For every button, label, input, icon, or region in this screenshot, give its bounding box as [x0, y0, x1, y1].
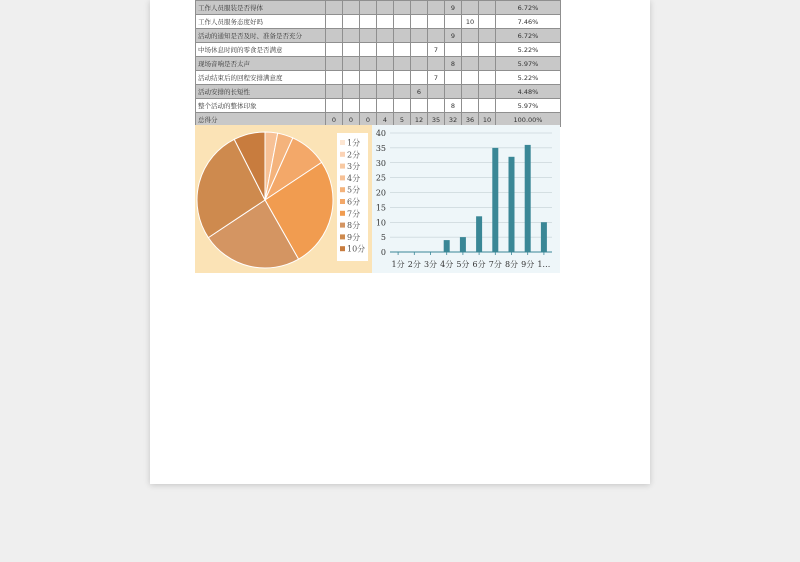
percent-cell: 100.00% [496, 113, 561, 127]
y-tick-label: 35 [375, 143, 386, 153]
legend-swatch [340, 234, 345, 239]
legend-label: 9分 [347, 232, 361, 242]
legend-swatch [340, 187, 345, 192]
score-cell [462, 29, 479, 43]
legend-label: 2分 [347, 150, 361, 160]
score-cell: 10 [479, 113, 496, 127]
score-cell [343, 71, 360, 85]
score-cell [462, 43, 479, 57]
table-row [196, 85, 561, 99]
score-cell [360, 57, 377, 71]
bar [444, 240, 450, 252]
score-cell [377, 43, 394, 57]
score-cell [377, 85, 394, 99]
score-cell [377, 29, 394, 43]
x-tick-label: 9分 [521, 260, 535, 269]
score-cell [360, 29, 377, 43]
percent-cell: 5.22% [496, 71, 561, 85]
score-cell: 0 [360, 113, 377, 127]
score-cell [479, 1, 496, 15]
score-cell: 35 [428, 113, 445, 127]
score-cell [462, 85, 479, 99]
score-cell [326, 29, 343, 43]
y-tick-label: 0 [380, 248, 386, 257]
score-cell [360, 85, 377, 99]
score-cell [479, 29, 496, 43]
x-tick-label: 2分 [407, 260, 421, 269]
score-cell [428, 15, 445, 29]
legend-label: 6分 [347, 197, 361, 207]
score-cell [377, 15, 394, 29]
score-cell [462, 1, 479, 15]
score-cell [326, 71, 343, 85]
percent-cell: 6.72% [496, 29, 561, 43]
score-cell [326, 1, 343, 15]
x-tick-label: 5分 [456, 260, 470, 269]
legend-swatch [340, 223, 345, 228]
question-cell: 工作人员服装是否得体 [196, 1, 326, 15]
y-tick-label: 25 [375, 173, 386, 183]
question-cell: 中场休息时间的零食是否满意 [196, 43, 326, 57]
legend-swatch [340, 164, 345, 169]
bar [476, 216, 482, 252]
score-cell [479, 99, 496, 113]
score-cell: 7 [428, 71, 445, 85]
score-cell [326, 43, 343, 57]
score-cell [428, 1, 445, 15]
score-cell: 32 [445, 113, 462, 127]
score-cell [411, 15, 428, 29]
pie-chart-panel [195, 125, 372, 273]
score-cell [343, 43, 360, 57]
table-row [196, 15, 561, 29]
question-cell: 现场音响是否太声 [196, 57, 326, 71]
bar [492, 148, 498, 252]
score-cell [360, 15, 377, 29]
legend-label: 5分 [347, 185, 361, 195]
table-row [196, 1, 561, 15]
score-cell [428, 85, 445, 99]
bar-chart-panel [372, 125, 560, 273]
score-cell [445, 85, 462, 99]
y-tick-label: 15 [375, 203, 386, 213]
score-cell: 0 [343, 113, 360, 127]
bar-chart [372, 125, 560, 273]
legend-swatch [340, 246, 345, 251]
score-cell [428, 57, 445, 71]
score-cell [360, 99, 377, 113]
question-cell: 整个活动的整体印象 [196, 99, 326, 113]
score-cell: 8 [445, 57, 462, 71]
table-row [196, 43, 561, 57]
question-cell: 活动的通知是否及时、准备是否充分 [196, 29, 326, 43]
score-cell [445, 15, 462, 29]
score-cell [411, 99, 428, 113]
score-cell [360, 43, 377, 57]
score-cell [428, 99, 445, 113]
legend-label: 4分 [347, 173, 361, 183]
score-cell [394, 15, 411, 29]
question-cell: 活动结束后的回程安排满意度 [196, 71, 326, 85]
score-cell [326, 85, 343, 99]
x-tick-label: 7分 [488, 260, 502, 269]
bar [541, 222, 547, 252]
pie-chart [195, 125, 372, 273]
score-cell [462, 57, 479, 71]
legend-label: 10分 [347, 244, 366, 254]
score-cell [343, 99, 360, 113]
x-tick-label: 3分 [423, 260, 438, 269]
legend-swatch [340, 175, 345, 180]
percent-cell: 7.46% [496, 15, 561, 29]
score-cell [394, 57, 411, 71]
y-tick-label: 40 [375, 129, 386, 138]
score-cell: 6 [411, 85, 428, 99]
score-cell [377, 71, 394, 85]
score-cell [394, 29, 411, 43]
x-tick-label: 8分 [504, 260, 519, 269]
legend-label: 3分 [347, 162, 361, 172]
percent-cell: 5.97% [496, 57, 561, 71]
score-cell: 0 [326, 113, 343, 127]
table-row [196, 71, 561, 85]
score-cell [479, 15, 496, 29]
table-row [196, 29, 561, 43]
score-cell [377, 1, 394, 15]
score-cell [411, 1, 428, 15]
score-cell [377, 57, 394, 71]
score-cell: 8 [445, 99, 462, 113]
score-cell [479, 71, 496, 85]
score-cell [479, 85, 496, 99]
score-cell [462, 99, 479, 113]
score-cell [343, 1, 360, 15]
table-row [196, 99, 561, 113]
score-cell: 5 [394, 113, 411, 127]
score-cell [326, 57, 343, 71]
y-tick-label: 5 [380, 233, 386, 243]
score-cell [479, 43, 496, 57]
score-cell [411, 29, 428, 43]
score-cell [326, 99, 343, 113]
score-cell [411, 57, 428, 71]
table-row [196, 57, 561, 71]
bar [525, 145, 531, 252]
x-tick-label: 1分 [391, 260, 405, 269]
score-cell [394, 99, 411, 113]
score-cell [377, 99, 394, 113]
score-cell [394, 71, 411, 85]
legend-swatch [340, 140, 345, 145]
score-cell [343, 85, 360, 99]
percent-cell: 5.97% [496, 99, 561, 113]
score-cell [394, 43, 411, 57]
question-cell: 工作人员服务态度好吗 [196, 15, 326, 29]
score-cell [326, 15, 343, 29]
score-cell [445, 43, 462, 57]
score-cell: 9 [445, 29, 462, 43]
legend-label: 1分 [347, 138, 361, 148]
y-tick-label: 10 [375, 218, 386, 228]
score-cell: 10 [462, 15, 479, 29]
y-tick-label: 30 [375, 158, 386, 168]
x-tick-label: 4分 [440, 260, 454, 269]
legend-swatch [340, 199, 345, 204]
legend-swatch [340, 211, 345, 216]
score-cell [411, 71, 428, 85]
score-cell [343, 29, 360, 43]
score-cell [343, 15, 360, 29]
percent-cell: 4.48% [496, 85, 561, 99]
score-cell [343, 57, 360, 71]
legend-label: 7分 [347, 209, 361, 219]
question-cell: 活动安排的长短性 [196, 85, 326, 99]
x-tick-label: 1… [537, 260, 551, 269]
score-cell [394, 85, 411, 99]
score-cell: 4 [377, 113, 394, 127]
percent-cell: 6.72% [496, 1, 561, 15]
bar [460, 237, 466, 252]
score-cell: 36 [462, 113, 479, 127]
percent-cell: 5.22% [496, 43, 561, 57]
question-cell: 总得分 [196, 113, 326, 127]
score-cell [360, 1, 377, 15]
score-cell [428, 29, 445, 43]
score-cell [411, 43, 428, 57]
score-cell: 9 [445, 1, 462, 15]
legend-label: 8分 [347, 221, 361, 231]
bar [509, 157, 515, 252]
score-cell [360, 71, 377, 85]
x-tick-label: 6分 [472, 260, 486, 269]
score-cell: 12 [411, 113, 428, 127]
score-cell [394, 1, 411, 15]
score-cell [462, 71, 479, 85]
score-cell [445, 71, 462, 85]
score-cell: 7 [428, 43, 445, 57]
score-cell [479, 57, 496, 71]
legend-swatch [340, 152, 345, 157]
survey-table [195, 0, 561, 127]
y-tick-label: 20 [375, 188, 386, 198]
